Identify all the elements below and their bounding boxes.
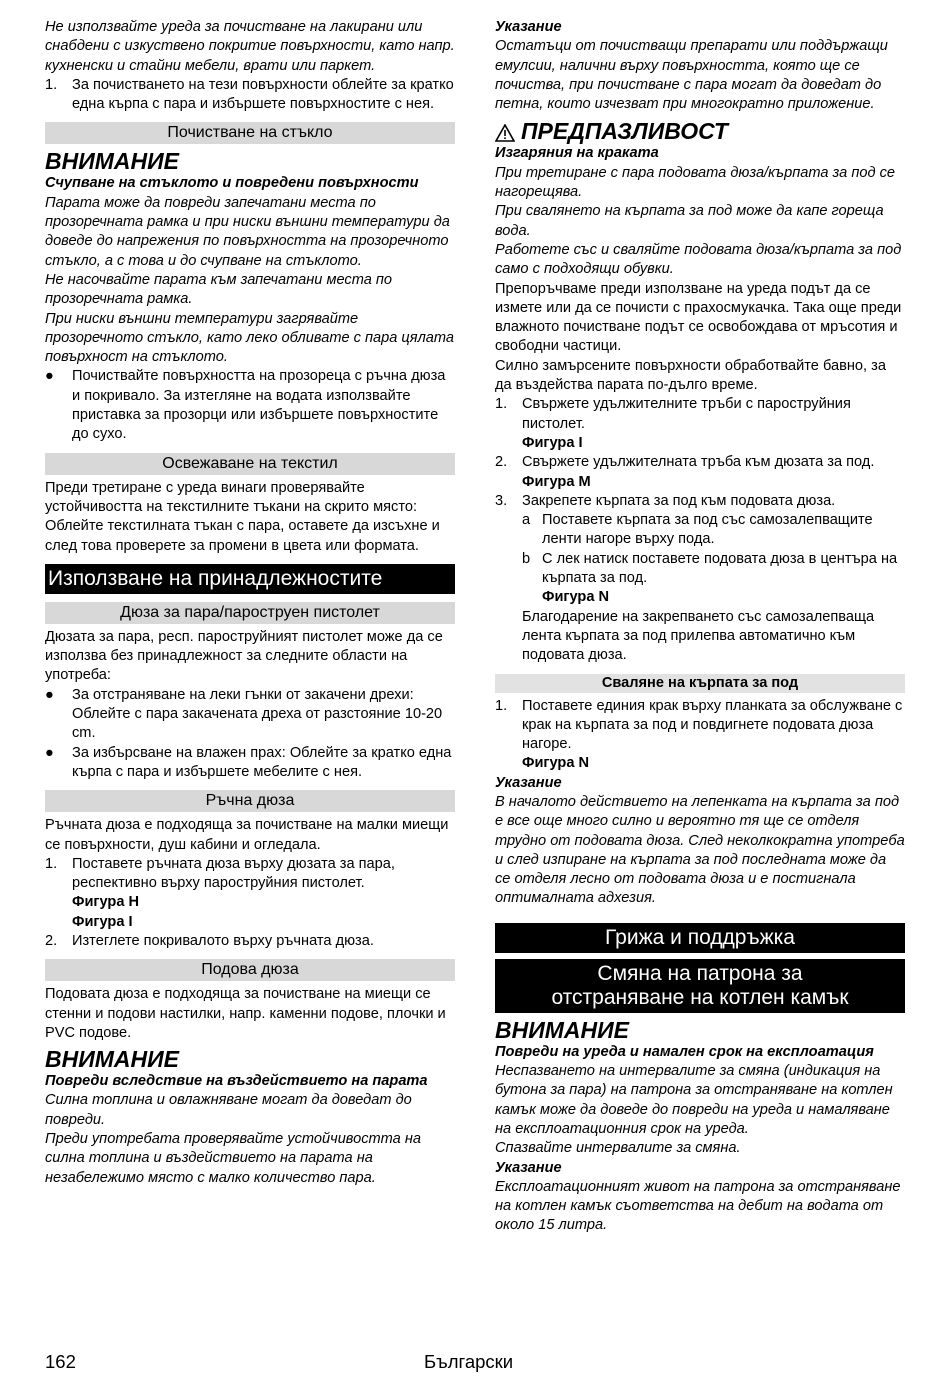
right-column <box>495 18 905 1236</box>
note-text: В началото действието на лепенката на кърпата за под е все още много силно и вероятно тя ще се отделя трудно от подовата дюза. След неколкократна употреба и след изпиране на кърпата за под последната може да се отделя лесно от подовата дюза и е постигнала оптималната адхезия. <box>495 793 905 907</box>
intro-paragraph: Не използвайте уреда за почистване на лакирани или снабдени с изкуствено покритие повърхности, като напр. кухненски и стайни мебели, врати или паркет. <box>45 19 455 74</box>
section-heading-remove-cloth: Сваляне на кърпата за под <box>495 674 905 693</box>
warning-text: Не насочвайте парата към запечатани места по прозоречната рамка. <box>45 271 393 308</box>
figure-reference: Фигура N <box>522 755 590 772</box>
list-item: 2. Изтеглете покривалото върху ръчната дюза. <box>45 932 374 949</box>
section-heading-glass: Почистване на стъкло <box>45 122 455 144</box>
page-number: 162 <box>45 1351 76 1372</box>
section-heading-floor: Подова дюза <box>45 959 455 981</box>
section-title-cartridge: Смяна на патрона за отстраняване на котлен камък <box>495 959 905 1013</box>
list-item: 1. Поставете единия крак върху планката за обслужване с крак на кърпата за под и повдигнете подовата дюза нагоре. <box>495 697 903 753</box>
body-text: Ръчната дюза е подходяща за почистване на малки миещи се повърхности, душ кабини и огледала. <box>45 817 449 853</box>
warning-text: При ниски външни температури загрявайте прозоречното стъкло, като леко обливате с пара цялата повърхност на стъклото. <box>45 310 455 366</box>
note-text: Остатъци от почистващи препарати или поддържащи емулсии, налични върху повърхността, която ще се почиства, при почистване с пара могат да доведат до петна, които изчезват при многократно приложение. <box>495 38 888 113</box>
list-item: 1. Свържете удължителните тръби с пароструйния пистолет. <box>495 396 851 432</box>
body-text: Подовата дюза е подходяща за почистване на миещи се стенни и подови настилки, напр. каменни подове, плочки и PVC подове. <box>45 986 446 1041</box>
chapter-title-accessories: Използване на принадлежностите <box>45 564 455 594</box>
list-item: 2. Свържете удължителната тръба към дюзата за под. <box>495 454 875 471</box>
bullet-icon: ● <box>45 368 54 385</box>
figure-reference: Фигура N <box>542 589 610 606</box>
body-text: Дюзата за пара, респ. пароструйният пистолет може да се използва без принадлежност за следните области на употреба: <box>45 628 443 684</box>
list-item: 1. Поставете ръчната дюза върху дюзата за пара, респективно върху пароструйния пистолет. <box>45 855 395 892</box>
caution-text: При свалянето на кърпата за под може да капе гореща вода. <box>495 203 884 239</box>
note-text: Експлоатационният живот на патрона за отстраняване на котлен камък съответства на дебит на водата от около 15 литра. <box>495 1178 901 1234</box>
note-label: Указание <box>495 774 562 791</box>
warning-text: Силна топлина и овлажняване могат да доведат до повреди. <box>45 1092 412 1128</box>
left-column <box>45 18 455 1188</box>
note-label: Указание <box>495 19 562 35</box>
warning-text: Спазвайте интервалите за смяна. <box>495 1140 741 1157</box>
warning-title: ВНИМАНИЕ <box>45 148 180 175</box>
note-label: Указание <box>495 1159 562 1176</box>
body-text: Благодарение на закрепването със самозалепваща лента кърпата за под прилепва автоматично към подовата дюза. <box>522 608 875 664</box>
warning-subtitle: Повреди вследствие на въздействието на парата <box>45 1073 428 1090</box>
warning-triangle-icon <box>495 124 515 142</box>
section-heading-nozzle: Дюза за пара/пароструен пистолет <box>45 602 455 624</box>
list-item: 1. За почистването на тези повърхности облейте за кратко една кърпа с пара и избършете повърхностите с нея. <box>45 76 454 113</box>
section-heading-textile: Освежаване на текстил <box>45 453 455 475</box>
warning-title: ВНИМАНИЕ <box>495 1016 630 1043</box>
list-item: 3. Закрепете кърпата за под към подовата дюза. <box>495 492 836 509</box>
figure-reference: Фигура I <box>72 913 133 930</box>
sub-list-item: b С лек натиск поставете подовата дюза в центъра на кърпата за под. <box>522 550 898 587</box>
figure-reference: Фигура I <box>522 434 583 451</box>
body-text: Силно замърсените повърхности обработвайте бавно, за да въздейства парата по-дълго време. <box>495 357 886 394</box>
bullet-icon: ● <box>45 686 54 703</box>
bullet-icon: ● <box>45 744 54 761</box>
figure-reference: Фигура H <box>72 894 140 911</box>
warning-text: Неспазването на интервалите за смяна (индикация на бутона за пара) на патрона за отстраняване на котлен камък може да доведе до повреди на уреда и намаляване на експлоатационния срок на уреда. <box>495 1063 893 1137</box>
figure-reference: Фигура M <box>522 473 591 490</box>
warning-title: ВНИМАНИЕ <box>45 1046 180 1073</box>
caution-subtitle: Изгаряния на краката <box>495 145 659 162</box>
chapter-title-care: Грижа и поддръжка <box>495 923 905 953</box>
caution-title: ПРЕДПАЗЛИВОСТ <box>495 118 905 144</box>
list-item: ● За отстраняване на леки гънки от закачени дрехи: Облейте с пара закачената дреха от разстояние 10-20 cm. <box>45 686 443 742</box>
caution-text: Работете със и сваляйте подовата дюза/кърпата за под само с подходящи обувки. <box>495 241 902 278</box>
warning-subtitle: Повреди на уреда и намален срок на експлоатация <box>495 1043 874 1060</box>
list-item: ● За избърсване на влажен прах: Облейте за кратко една кърпа с пара и избършете мебелите с нея. <box>45 744 452 780</box>
caution-text: При третиране с пара подовата дюза/кърпата за под се нагорещява. <box>495 164 896 201</box>
warning-text: Преди употребата проверявайте устойчивостта на силна топлина и въздействието на парата на незабележимо място с малко количество пара. <box>45 1131 421 1186</box>
body-text: Преди третиране с уреда винаги проверявайте устойчивостта на текстилните тъкани на скрито място: Облейте текстилната тъкан с пара, оставете да изсъхне и след това проверете за промени в цвета или формата. <box>45 479 440 554</box>
footer-language: Български <box>424 1351 514 1372</box>
list-item: ● Почиствайте повърхността на прозореца с ръчна дюза и покривало. За изтегляне на водата използвайте приставка за прозорци или избършете повърхностите до сухо. <box>45 368 446 443</box>
warning-subtitle: Счупване на стъклото и повредени повърхности <box>45 175 419 192</box>
warning-text: Парата може да повреди запечатани места по прозоречната рамка и при ниски външни температури да доведе до напрежения по повърхността на прозоречното стъкло, а с това и до счупване на стъклото. <box>45 194 450 269</box>
body-text: Препоръчваме преди използване на уреда подът да се измете или да се почисти с прахосмукачка. Така още преди влажното почистване подът се освобождава от мръсотия и свободни частици. <box>495 280 902 355</box>
section-heading-hand: Ръчна дюза <box>45 790 455 812</box>
sub-list-item: a Поставете кърпата за под със самозалепващите ленти нагоре върху пода. <box>522 512 873 548</box>
